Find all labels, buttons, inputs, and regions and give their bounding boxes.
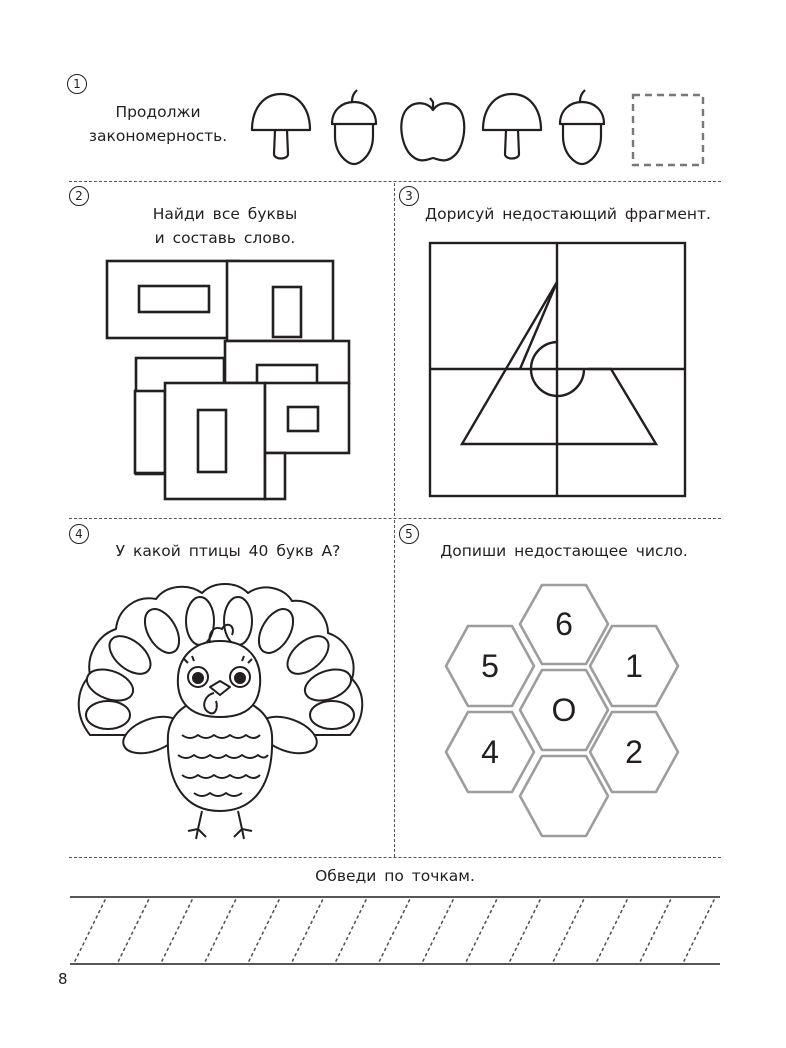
task-3-text: Дорисуй недостающий фрагмент. [425, 205, 711, 223]
tracing-dotted-stroke[interactable] [641, 900, 671, 961]
task-2-number: 2 [69, 186, 89, 206]
hexagon-center-value: О [551, 692, 577, 728]
page-number: 8 [58, 970, 68, 988]
tracing-dotted-stroke[interactable] [684, 900, 714, 961]
hexagon-top-value: 6 [555, 606, 573, 642]
task-5-number: 5 [399, 524, 419, 544]
tracing-dotted-stroke[interactable] [249, 900, 279, 961]
hexagon-lower-left-value: 4 [481, 734, 499, 770]
hexagon-upper-left-value: 5 [481, 648, 499, 684]
hexagon-lower-right-value: 2 [625, 734, 643, 770]
task-1-text: Продолжи закономерность. [88, 103, 228, 145]
tracing-dotted-stroke[interactable] [119, 900, 149, 961]
task-4-number: 4 [69, 524, 89, 544]
tracing-dotted-stroke[interactable] [293, 900, 323, 961]
tracing-dotted-stroke[interactable] [597, 900, 627, 961]
task-4-text: У какой птицы 40 букв А? [115, 542, 341, 560]
tracing-dotted-stroke[interactable] [380, 900, 410, 961]
task-2-text-line2: и составь слово. [154, 229, 296, 247]
hexagon-upper-right-value: 1 [625, 648, 643, 684]
tracing-dotted-stroke[interactable] [554, 900, 584, 961]
tracing-dotted-stroke[interactable] [336, 900, 366, 961]
tracing-dotted-stroke[interactable] [206, 900, 236, 961]
task-1-number: 1 [67, 74, 87, 94]
tracing-dotted-stroke[interactable] [467, 900, 497, 961]
tracing-dotted-stroke[interactable] [162, 900, 192, 961]
tracing-text: Обведи по точкам. [315, 867, 475, 885]
task-2-text-line1: Найди все буквы [152, 205, 298, 223]
tracing-dotted-stroke[interactable] [423, 900, 453, 961]
task-5-text: Допиши недостающее число. [440, 542, 688, 560]
tracing-dotted-stroke[interactable] [510, 900, 540, 961]
tracing-dotted-stroke[interactable] [75, 900, 105, 961]
task-3-number: 3 [399, 186, 419, 206]
